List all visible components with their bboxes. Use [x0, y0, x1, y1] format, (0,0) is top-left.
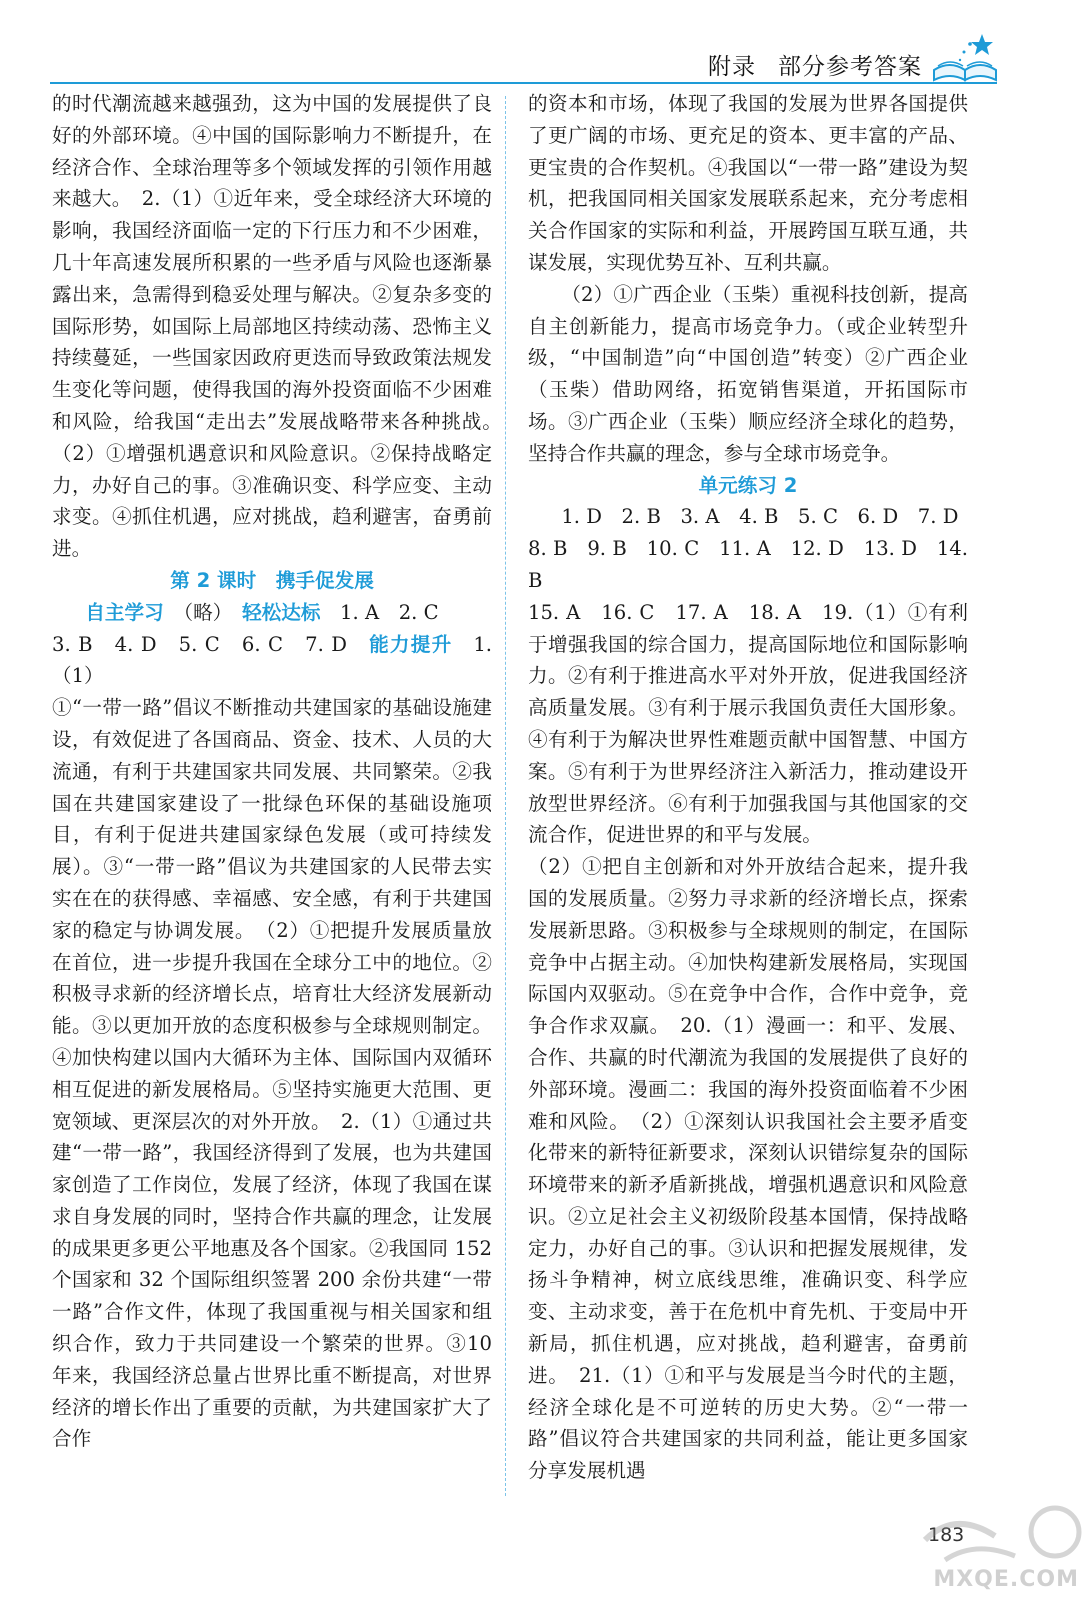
column-divider: [505, 96, 506, 1496]
label-ability: 能力提升: [369, 632, 453, 656]
right-paragraph-4: （2）①把自主创新和对外开放结合起来，提升我国的发展质量。②努力寻求新的经济增长点，探索发展新思路。③积极参与全球规则的制定，在国际竞争中占据主动。④加快构建新发展格局，实现国际国内双驱动。⑤在竞争中合作，合作中竞争，竞争合作求双赢。 20.（1）漫画一：和平、发展、合作、共赢的时代潮流为我国的发展提供了良好的外部环境。漫画二：我国的海外投资面临着不少困难和风险。 （2）①深刻认识我国社会主要矛盾变化带来的新特征新要求，深刻认识错综复杂的国际环境带来的新矛盾新挑战，增强机遇意识和风险意识。②立足社会主义初级阶段基本国情，保持战略定力，办好自己的事。③认识和把握发展规律，发扬斗争精神，树立底线思维，准确识变、科学应变、主动求变，善于在危机中育先机、于变局中开新局，抓住机遇，应对挑战，趋利避害，奋勇前进。 21.（1）①和平与发展是当今时代的主题，经济全球化是不可逆转的历史大势。②“一带一路”倡议符合共建国家的共同利益，能让更多国家分享发展机遇: [528, 855, 968, 1483]
answer-line-easy: [52, 629, 492, 693]
self-study-note: （略）: [183, 600, 223, 624]
open-book-icon: [930, 30, 1000, 84]
watermark-text: MXQE.COM: [933, 1567, 1079, 1592]
header-section: 附录: [708, 54, 756, 80]
answer-line-self-study: [52, 597, 492, 629]
right-column: [528, 88, 968, 1487]
watermark-logo-icon: [905, 1500, 1085, 1570]
easy-answers-b: 3. B 4. D 5. C 6. C 7. D: [52, 632, 347, 656]
lesson-title: 第 2 课时 携手促发展: [170, 568, 374, 592]
unit-answers-1: 1. D 2. B 3. A 4. B 5. C 6. D 7. D: [561, 505, 959, 529]
page-header: [0, 0, 1092, 84]
header-title: 部分参考答案: [778, 54, 922, 80]
left-paragraph-2: ①“一带一路”倡议不断推动共建国家的基础设施建设，有效促进了各国商品、资金、技术、人员的大流通，有利于共建国家共同发展、共同繁荣。②我国在共建国家建设了一批绿色环保的基础设施项目，有利于促进共建国家绿色发展（或可持续发展）。③“一带一路”倡议为共建国家的人民带去实实在在的获得感、幸福感、安全感，有利于共建国家的稳定与协调发展。 （2）①把提升发展质量放在首位，进一步提升我国在全球分工中的地位。②积极寻求新的经济增长点，培育壮大经济发展新动能。③以更加开放的态度积极参与全球规则制定。④加快构建以国内大循环为主体、国际国内双循环相互促进的新发展格局。⑤坚持实施更大范围、更宽领域、更深层次的对外开放。 2.（1）①通过共建“一带一路”，我国经济得到了发展，也为共建国家创造了工作岗位，发展了经济，体现了我国在谋求自身发展的同时，坚持合作共赢的理念，让发展的成果更多更公平地惠及各个国家。②我国同 152 个国家和 32 个国际组织签署 200 余份共建“一带一路”合作文件，体现了我国重视与相关国家和组织合作，致力于共同建设一个繁荣的世界。③10 年来，我国经济总量占世界比重不断提高，对世界经济的增长作出了重要的贡献，为共建国家扩大了合作: [52, 696, 492, 1451]
ability-start: 1.（1）: [52, 632, 493, 688]
unit-answers-2: 8. B 9. B 10. C 11. A 12. D 13. D 14. B: [528, 537, 968, 592]
easy-answers-a: 1. A 2. C: [340, 600, 439, 624]
unit-title: 单元练习 2: [698, 473, 798, 497]
right-paragraph-1: 的资本和市场，体现了我国的发展为世界各国提供了更广阔的市场、更充足的资本、更丰富的产品、更宝贵的合作契机。④我国以“一带一路”建设为契机，把我国同相关国家发展联系起来，充分考虑相关合作国家的实际和利益，开展跨国互联互通，共谋发展，实现优势互补、互利共赢。: [528, 92, 968, 274]
left-column: [52, 88, 512, 1455]
label-easy: 轻松达标: [242, 600, 321, 624]
left-paragraph-1: 的时代潮流越来越强劲，这为中国的发展提供了良好的外部环境。④中国的国际影响力不断提升，在经济合作、全球治理等多个领域发挥的引领作用越来越大。 2.（1）①近年来，受全球经济大环境的影响，我国经济面临一定的下行压力和不少困难，几十年高速发展所积累的一些矛盾与风险也逐渐暴露出来，急需得到稳妥处理与解决。②复杂多变的国际形势，如国际上局部地区持续动荡、恐怖主义持续蔓延，一些国家因政府更迭而导致政策法规发生变化等问题，使得我国的海外投资面临不少困难和风险，给我国“走出去”发展战略带来各种挑战。 （2）①增强机遇意识和风险意识。②保持战略定力，办好自己的事。③准确识变、科学应变、主动求变。④抓住机遇，应对挑战，趋利避害，奋勇前进。: [52, 92, 512, 561]
right-paragraph-2: （2）①广西企业（玉柴）重视科技创新，提高自主创新能力，提高市场竞争力。（或企业转型升级，“中国制造”向“中国创造”转变）②广西企业（玉柴）借助网络，拓宽销售渠道，开拓国际市场。③广西企业（玉柴）顺应经济全球化的趋势，坚持合作共赢的理念，参与全球市场竞争。: [528, 282, 968, 465]
watermark: [905, 1500, 1085, 1596]
header-text: [708, 48, 922, 81]
header-rule: [50, 82, 997, 84]
label-self-study: 自主学习: [85, 600, 164, 624]
right-paragraph-3: 15. A 16. C 17. A 18. A 19.（1）①有利于增强我国的综合国力，提高国际地位和国际影响力。②有利于推进高水平对外开放，促进我国经济高质量发展。③有利于展示我国负责任大国形象。④有利于为解决世界性难题贡献中国智慧、中国方案。⑤有利于为世界经济注入新活力，推动建设开放型世界经济。⑥有利于加强我国与其他国家的交流合作，促进世界的和平与发展。: [528, 600, 968, 847]
page-number: 183: [928, 1524, 965, 1546]
